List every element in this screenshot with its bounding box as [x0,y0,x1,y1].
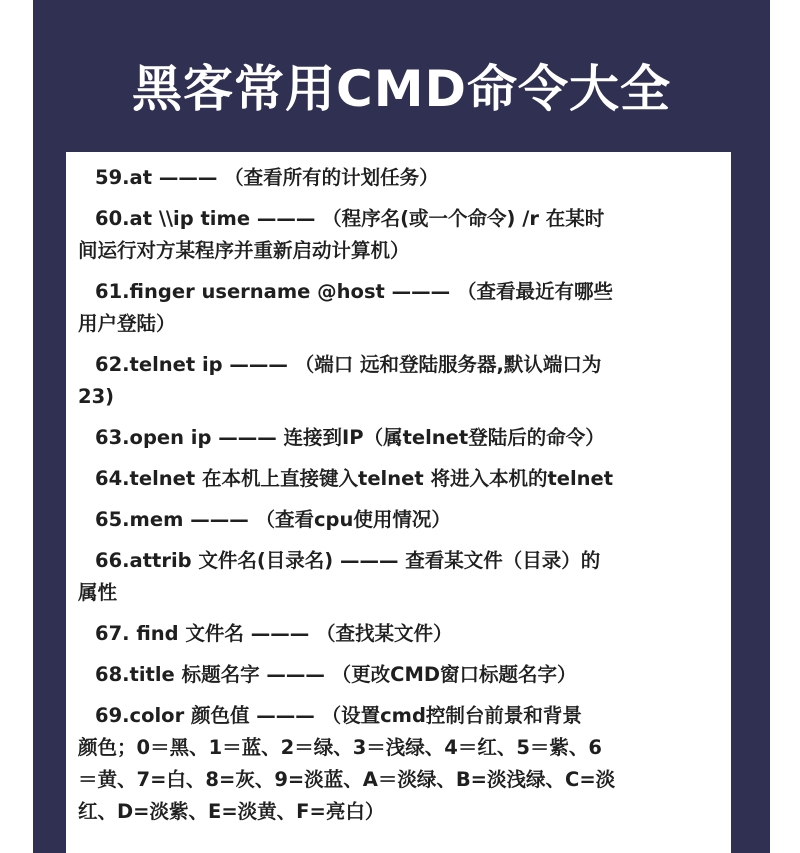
command-line: 62.telnet ip ——— （端口 远和登陆服务器,默认端口为 [95,353,602,376]
command-line: 属性 [78,581,118,604]
command-item-63 [78,422,726,454]
poster-title: 黑客常用CMD命令大全 [132,60,671,118]
command-line: 68.title 标题名字 ——— （更改CMD窗口标题名字） [95,663,577,686]
command-line: 间运行对方某程序并重新启动计算机） [78,239,410,262]
command-line: ＝黄、7=白、8=灰、9=淡蓝、A＝淡绿、B=淡浅绿、C=淡 [78,768,616,791]
command-line: 67. find 文件名 ——— （查找某文件） [95,622,453,645]
command-item-67 [78,618,726,650]
command-line: 23) [78,385,115,408]
command-line: 65.mem ——— （查看cpu使用情况） [95,508,451,531]
command-list [78,162,726,837]
command-item-61 [78,276,726,340]
command-item-68 [78,659,726,691]
command-line: 60.at \\ip time ——— （程序名(或一个命令) /r 在某时 [95,207,605,230]
command-item-65 [78,504,726,536]
command-item-64 [78,463,726,495]
command-item-66 [78,545,726,609]
command-line: 红、D=淡紫、E=淡黄、F=亮白） [78,800,385,823]
command-line: 用户登陆） [78,312,176,335]
command-item-60 [78,203,726,267]
command-line: 颜色；0＝黑、1＝蓝、2＝绿、3＝浅绿、4＝红、5＝紫、6 [78,736,602,759]
command-item-59 [78,162,726,194]
command-line: 63.open ip ——— 连接到IP（属telnet登陆后的命令） [95,426,605,449]
command-item-69 [78,700,726,828]
command-line: 66.attrib 文件名(目录名) ——— 查看某文件（目录）的 [95,549,601,572]
command-item-62 [78,349,726,413]
command-line: 61.finger username @host ——— （查看最近有哪些 [95,280,613,303]
command-line: 69.color 颜色值 ——— （设置cmd控制台前景和背景 [95,704,582,727]
command-line: 59.at ——— （查看所有的计划任务） [95,166,439,189]
command-line: 64.telnet 在本机上直接键入telnet 将进入本机的telnet [95,467,614,490]
command-panel [66,152,731,853]
